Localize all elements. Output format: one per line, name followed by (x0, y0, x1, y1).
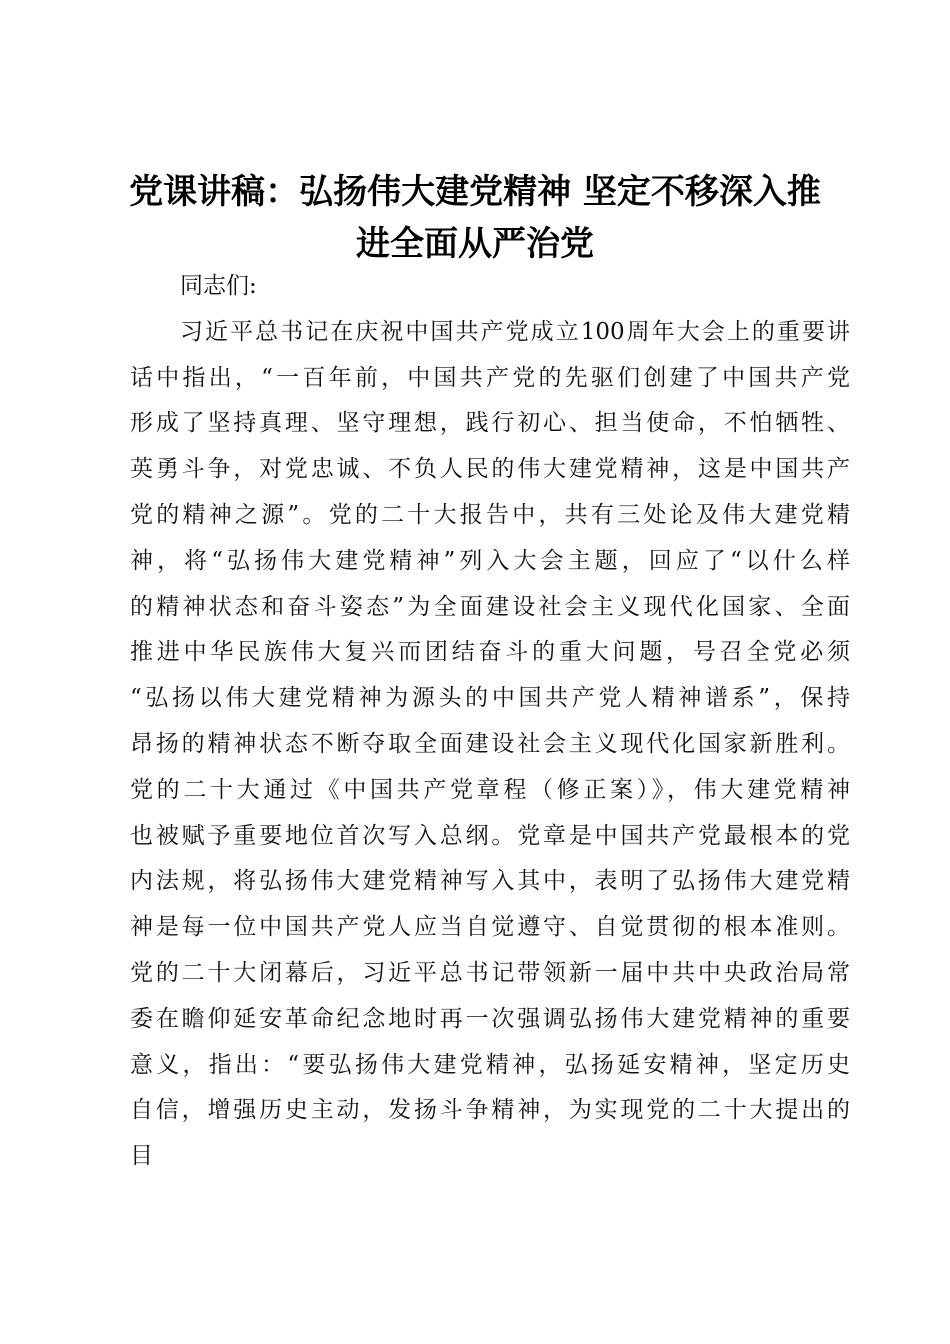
paragraph-line: 昂扬的精神状态不断夺取全面建设社会主义现代化国家新胜利。 (130, 730, 850, 757)
paragraph-line: 话中指出，“一百年前，中国共产党的先驱们创建了中国共产党 (130, 364, 850, 391)
paragraph-line: 的精神状态和奋斗姿态”为全面建设社会主义现代化国家、全面 (130, 593, 850, 620)
paragraph-line: 习近平总书记在庆祝中国共产党成立100周年大会上的重要讲 (180, 318, 850, 345)
paragraph-line: 推进中华民族伟大复兴而团结奋斗的重大问题，号召全党必须 (130, 639, 850, 666)
paragraph-line: 党的精神之源”。党的二十大报告中，共有三处论及伟大建党精 (130, 501, 850, 528)
paragraph-line: 内法规，将弘扬伟大建党精神写入其中，表明了弘扬伟大建党精 (130, 868, 850, 895)
title-line-2: 进全面从严治党 (356, 224, 594, 264)
title-line-1: 党课讲稿：弘扬伟大建党精神 坚定不移深入推 (129, 172, 821, 212)
document-title (110, 166, 840, 270)
paragraph-line: 神，将“弘扬伟大建党精神”列入大会主题，回应了“以什么样 (130, 547, 850, 574)
paragraph-line: 党的二十大闭幕后，习近平总书记带领新一届中共中央政治局常 (130, 959, 850, 986)
salutation: 同志们: (180, 273, 257, 299)
document-body (130, 264, 850, 1180)
paragraph-line: 形成了坚持真理、坚守理想，践行初心、担当使命，不怕牺牲、 (130, 410, 850, 437)
paragraph-line: 意义，指出：“要弘扬伟大建党精神，弘扬延安精神，坚定历史 (130, 1051, 850, 1078)
paragraph-line: 自信，增强历史主动，发扬斗争精神，为实现党的二十大提出的 (130, 1097, 850, 1124)
paragraph-line: 也被赋予重要地位首次写入总纲。党章是中国共产党最根本的党 (130, 822, 850, 849)
paragraph-line: “弘扬以伟大建党精神为源头的中国共产党人精神谱系”，保持 (130, 685, 850, 712)
paragraph-line: 神是每一位中国共产党人应当自觉遵守、自觉贯彻的根本准则。 (130, 914, 850, 941)
paragraph-line: 委在瞻仰延安革命纪念地时再一次强调弘扬伟大建党精神的重要 (130, 1005, 850, 1032)
paragraph-line: 党的二十大通过《中国共产党章程（修正案）》，伟大建党精神 (130, 776, 850, 803)
paragraph-line: 目 (130, 1143, 153, 1170)
paragraph-line: 英勇斗争，对党忠诚、不负人民的伟大建党精神，这是中国共产 (130, 456, 850, 483)
